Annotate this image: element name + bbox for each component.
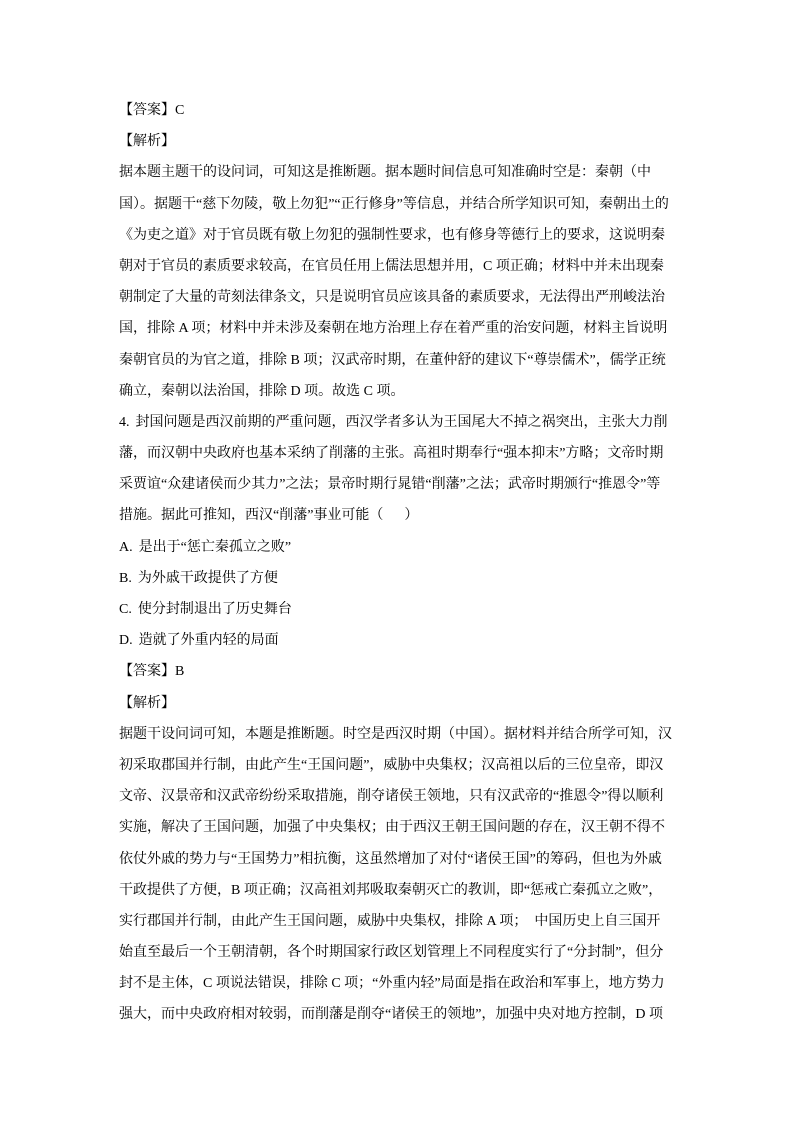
answer-line [119,95,679,126]
question-stem-line: 采贾谊“众建诸侯而少其力”之法；景帝时期行晁错“削藩”之法；武帝时期颁行“推恩令”等 [119,477,661,493]
option-text: 是出于“惩亡秦孤立之败” [138,539,292,555]
question-stem-line: 措施。据此可推知，西汉“削藩”事业可能（ ） [119,508,419,524]
analysis-heading: 【解析】 [119,695,175,711]
analysis-heading: 【解析】 [119,134,175,150]
option-a [119,532,679,563]
question-stem-line: 藩，而汉朝中央政府也基本采纳了削藩的主张。高祖时期奉行“强本抑末”方略；文帝时期 [119,446,664,462]
question-stem-text: 封国问题是西汉前期的严重问题，西汉学者多认为王国尾大不掉之祸突出，主张大力削 [135,414,668,430]
option-letter: A. [119,539,133,555]
option-letter: B. [119,570,132,586]
document-page [119,95,679,1031]
analysis-line: 确立，秦朝以法治国，排除 D 项。故选 C 项。 [119,383,405,399]
option-letter: D. [119,633,133,649]
answer-label: 【答案】 [119,664,175,680]
option-text: 造就了外重内轻的局面 [138,633,279,649]
question-number: 4. [119,414,130,430]
option-b [119,563,679,594]
analysis-line: 朝对于官员的素质要求较高，在官员任用上儒法思想并用，C 项正确；材料中并未出现秦 [119,258,664,274]
answer-label: 【答案】 [119,103,175,118]
analysis-line: 国）。据题干“慈下勿陵，敬上勿犯”“正行修身”等信息，并结合所学知识可知，秦朝出土的 [119,196,669,212]
analysis-line: 干政提供了方便，B 项正确；汉高祖刘邦吸取秦朝灭亡的教训，即“惩戒亡秦孤立之败”， [119,882,663,898]
analysis-line: 《为吏之道》对于官员既有敬上勿犯的强制性要求，也有修身等德行上的要求，这说明秦 [119,227,665,243]
analysis-line: 实行郡国并行制，由此产生王国问题，威胁中央集权，排除 A 项； 中国历史上自三国开 [119,913,661,929]
answer-value: B [175,664,185,680]
analysis-line: 秦朝官员的为官之道，排除 B 项；汉武帝时期，在董仲舒的建议下“尊崇儒术”，儒学正统 [119,352,666,368]
answer-value: C [175,103,185,118]
analysis-line: 封不是主体，C 项说法错误，排除 C 项；“外重内轻”局面是指在政治和军事上，地方势力 [119,976,665,992]
option-letter: C. [119,602,132,617]
analysis-line: 初采取郡国并行制，由此产生“王国问题”，威胁中央集权；汉高祖以后的三位皇帝，即汉 [119,757,664,773]
answer-line [119,656,679,687]
analysis-line: 据本题主题干的设问词，可知这是推断题。据本题时间信息可知准确时空是：秦朝（中 [119,165,651,181]
analysis-line: 据题干设问词可知，本题是推断题。时空是西汉时期（中国）。据材料并结合所学可知，汉 [119,726,672,742]
analysis-line: 国，排除 A 项；材料中并未涉及秦朝在地方治理上存在着严重的治安问题，材料主旨说明 [119,321,668,337]
option-d [119,625,679,656]
analysis-line: 始直至最后一个王朝清朝，各个时期国家行政区划管理上不同程度实行了“分封制”，但分 [119,945,664,961]
question-stem-line [119,407,679,438]
option-text: 为外戚干政提供了方便 [137,570,278,586]
analysis-line: 实施，解决了王国问题，加强了中央集权；由于西汉王朝王国问题的存在，汉王朝不得不 [119,820,665,836]
analysis-line: 强大，而中央政府相对较弱，而削藩是削夺“诸侯王的领地”，加强中央对地方控制，D 项 [119,1007,664,1023]
analysis-line: 朝制定了大量的苛刻法律条文，只是说明官员应该具备的素质要求，无法得出严刑峻法治 [119,290,665,306]
analysis-line: 文帝、汉景帝和汉武帝纷纷采取措施，削夺诸侯王领地，只有汉武帝的“推恩令”得以顺利 [119,789,664,805]
analysis-line: 依仗外戚的势力与“王国势力”相抗衡，这虽然增加了对付“诸侯王国”的筹码，但也为外戚 [119,851,662,867]
option-text: 使分封制退出了历史舞台 [137,602,292,617]
option-c [119,594,679,625]
